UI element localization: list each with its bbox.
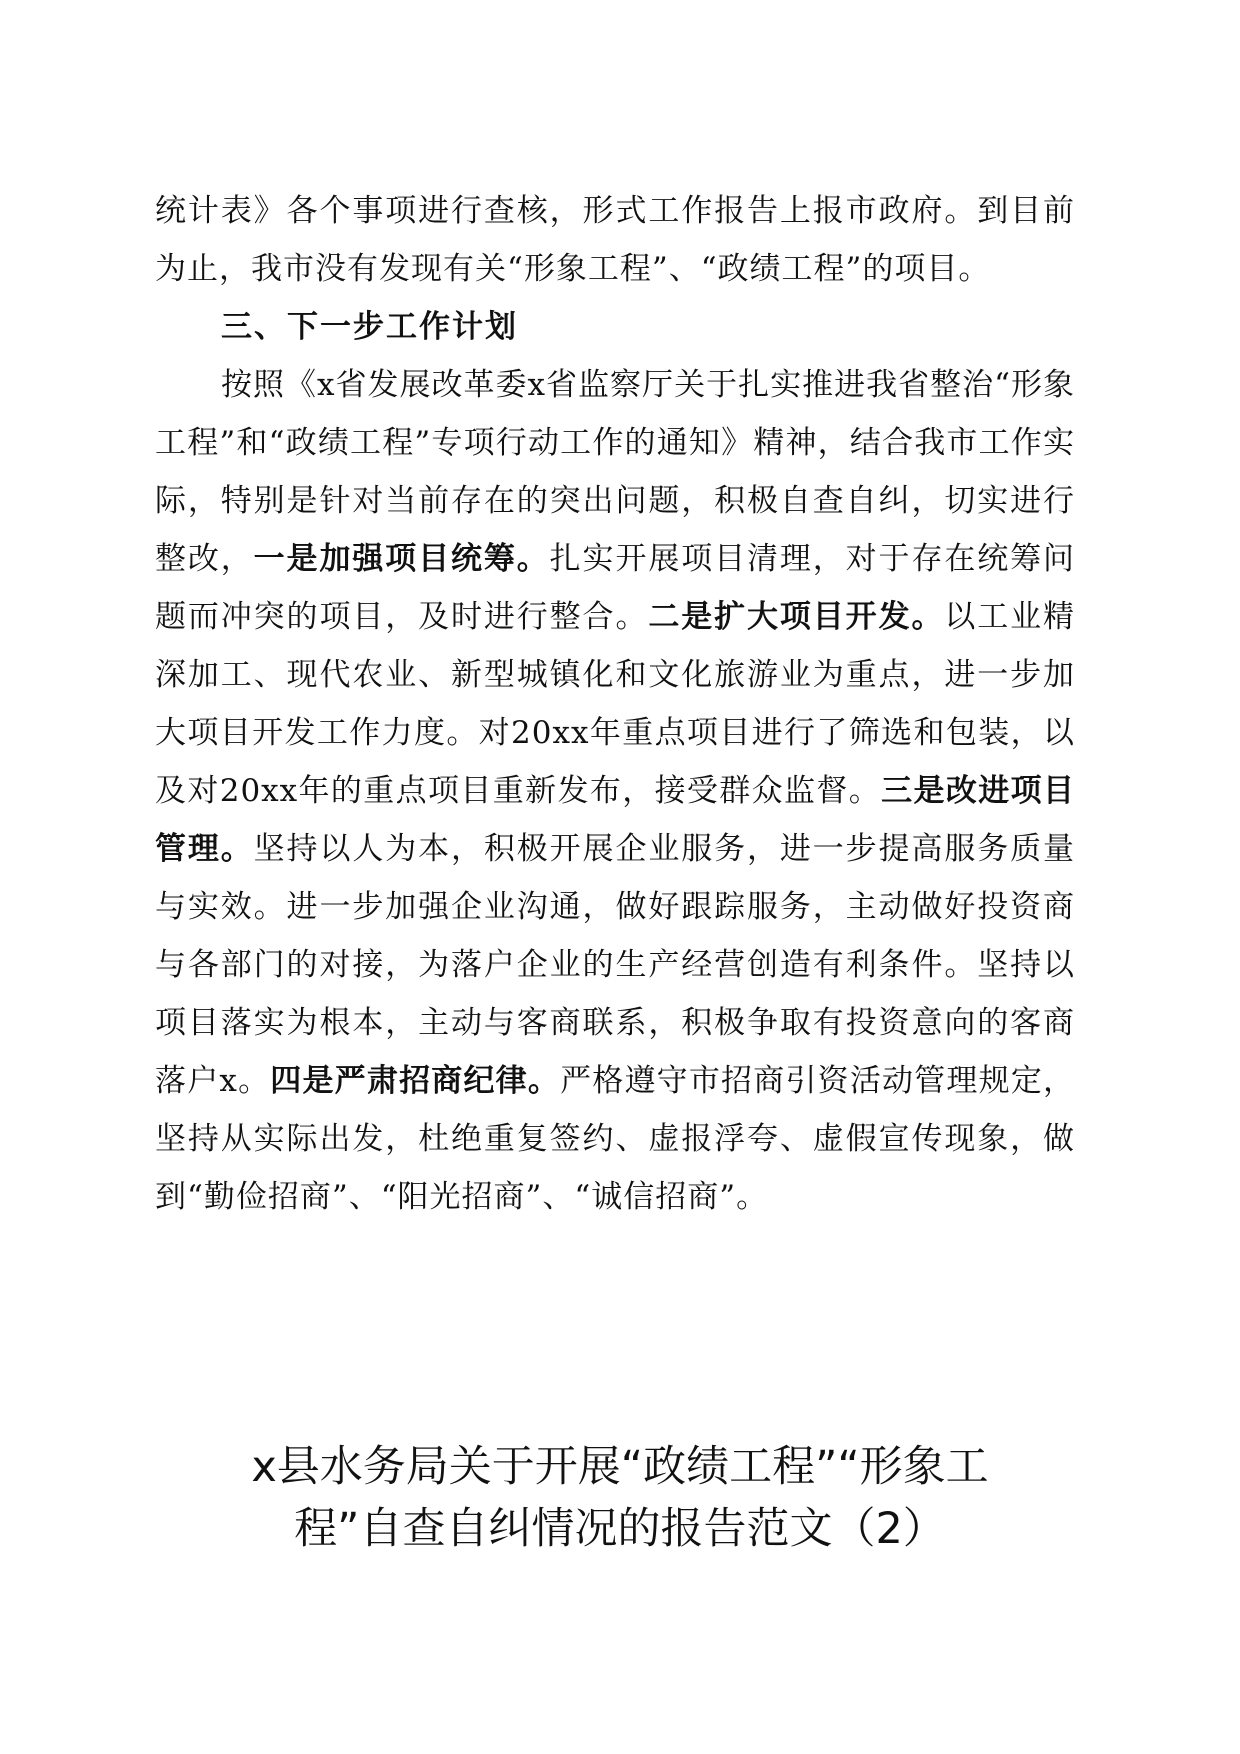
point3-title: 三是改进项目管理。 <box>155 773 1075 867</box>
document-body <box>155 182 1075 1226</box>
point4-title: 四是严肃招商纪律。 <box>270 1063 561 1099</box>
point3-text: 坚持以人为本，积极开展企业服务，进一步提高服务质量与实效。进一步加强企业沟通，做好跟踪服务，主动做好投资商与各部门的对接，为落户企业的生产经营创造有利条件。坚持以项目落实为根本，主动与客商联系，积极争取有投资意向的客商落户x。 <box>155 831 1076 1099</box>
point1-title: 一是加强项目统筹。 <box>253 541 550 577</box>
point2-title: 二是扩大项目开发。 <box>648 599 945 635</box>
section-heading: 三、下一步工作计划 <box>221 309 518 345</box>
point1-text: 扎实开展项目清理，对于存在统筹问题而冲突的项目，及时进行整合。 <box>155 541 1076 635</box>
continuation-paragraph: 统计表》各个事项进行查核，形式工作报告上报市政府。到目前为止，我市没有发现有关“形象工程”、“政绩工程”的项目。 <box>155 193 1075 287</box>
report-title-line-2: 程”自查自纠情况的报告范文（2） <box>294 1504 946 1554</box>
point2-text: 以工业精深加工、现代农业、新型城镇化和文化旅游业为重点，进一步加大项目开发工作力度。对20xx年重点项目进行了筛选和包装，以及对20xx年的重点项目重新发布，接受群众监督。 <box>155 599 1076 809</box>
report-title <box>120 1436 1120 1560</box>
point4-text: 严格遵守市招商引资活动管理规定，坚持从实际出发，杜绝重复签约、虚报浮夸、虚假宣传现象，做到“勤俭招商”、“阳光招商”、“诚信招商”。 <box>155 1063 1076 1215</box>
plan-paragraph <box>155 356 1075 1226</box>
plan-intro: 按照《x省发展改革委x省监察厅关于扎实推进我省整治“形象工程”和“政绩工程”专项行动工作的通知》精神，结合我市工作实际，特别是针对当前存在的突出问题，积极自查自纠，切实进行整改， <box>155 367 1075 577</box>
report-title-line-1: x县水务局关于开展“政绩工程”“形象工 <box>251 1442 989 1492</box>
